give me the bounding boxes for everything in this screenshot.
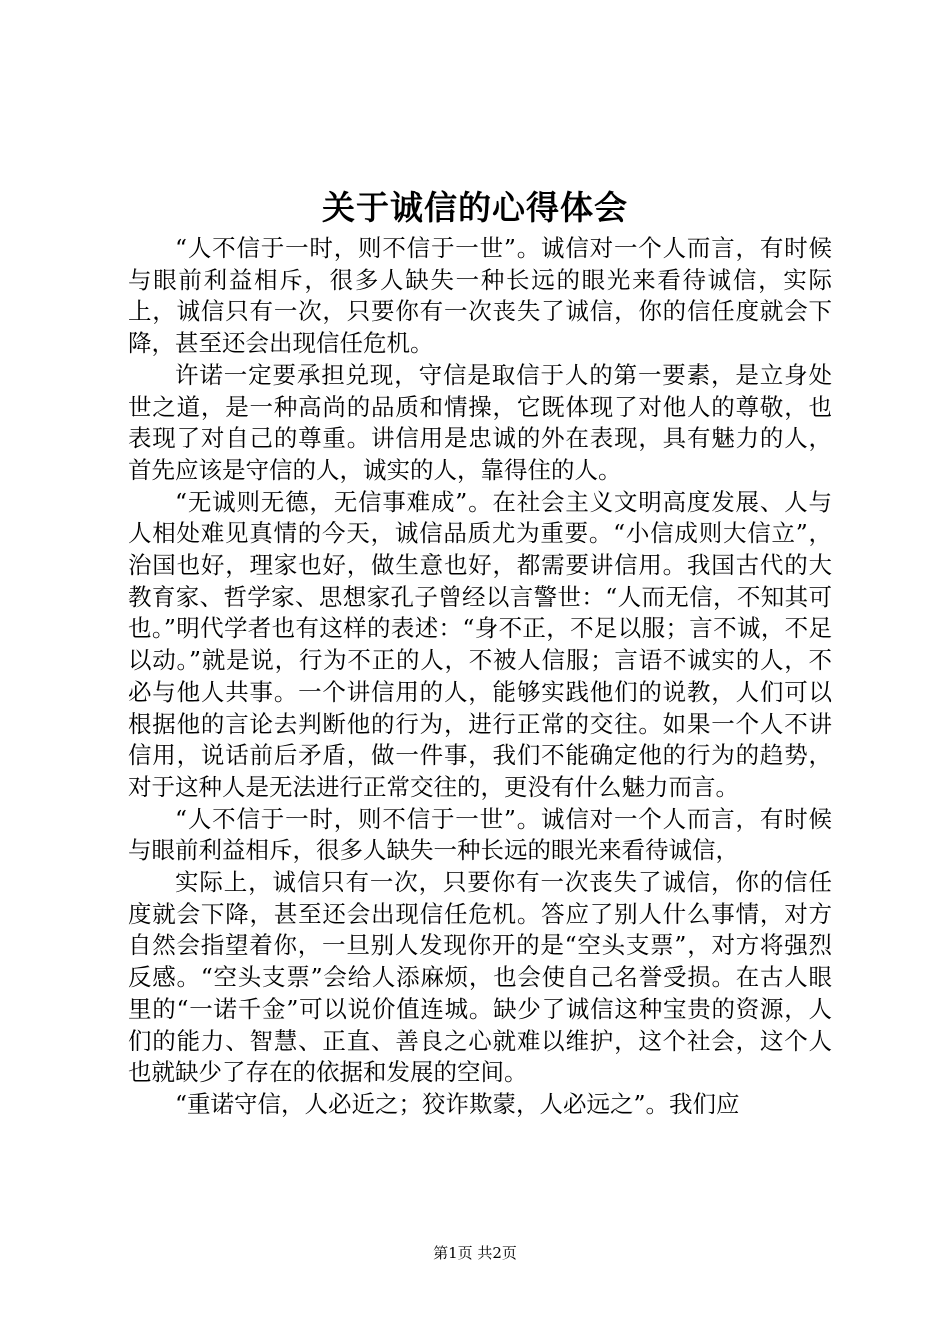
paragraph: 实际上，诚信只有一次，只要你有一次丧失了诚信，你的信任度就会下降，甚至还会出现信任危机。答应了别人什么事情，对方自然会指望着你，一旦别人发现你开的是“空头支票”，对方将强烈反感。“空头支票”会给人添麻烦，也会使自己名誉受损。在古人眼里的“一诺千金”可以说价值连城。缺少了诚信这种宝贵的资源，人们的能力、智慧、正直、善良之心就难以维护，这个社会，这个人也就缺少了存在的依据和发展的空间。	[128, 868, 832, 1087]
paragraph: “人不信于一时，则不信于一世”。诚信对一个人而言，有时候与眼前利益相斥，很多人缺失一种长远的眼光来看待诚信，实际上，诚信只有一次，只要你有一次丧失了诚信，你的信任度就会下降，甚至还会出现信任危机。	[128, 234, 832, 358]
page-footer: 第1页 共2页	[433, 1244, 517, 1262]
paragraph: 许诺一定要承担兑现，守信是取信于人的第一要素，是立身处世之道，是一种高尚的品质和情操，它既体现了对他人的尊敬，也表现了对自己的尊重。讲信用是忠诚的外在表现，具有魅力的人，首先应该是守信的人，诚实的人，靠得住的人。	[128, 360, 832, 484]
document-title: 关于诚信的心得体会	[322, 188, 628, 227]
paragraph: “无诚则无德，无信事难成”。在社会主义文明高度发展、人与人相处难见真情的今天，诚信品质尤为重要。“小信成则大信立”，治国也好，理家也好，做生意也好，都需要讲信用。我国古代的大教育家、哲学家、思想家孔子曾经以言警世：“人而无信，不知其可也。”明代学者也有这样的表述：“身不正，不足以服；言不诚，不足以动。”就是说，行为不正的人，不被人信服；言语不诚实的人，不必与他人共事。一个讲信用的人，能够实践他们的说教，人们可以根据他的言论去判断他的行为，进行正常的交往。如果一个人不讲信用，说话前后矛盾，做一件事，我们不能确定他的行为的趋势，对于这种人是无法进行正常交往的，更没有什么魅力而言。	[128, 487, 832, 801]
document-body	[128, 233, 832, 1121]
paragraph: “重诺守信，人必近之；狡诈欺蒙，人必远之”。我们应	[175, 1089, 740, 1118]
paragraph: “人不信于一时，则不信于一世”。诚信对一个人而言，有时候与眼前利益相斥，很多人缺失一种长远的眼光来看待诚信，	[128, 804, 832, 865]
